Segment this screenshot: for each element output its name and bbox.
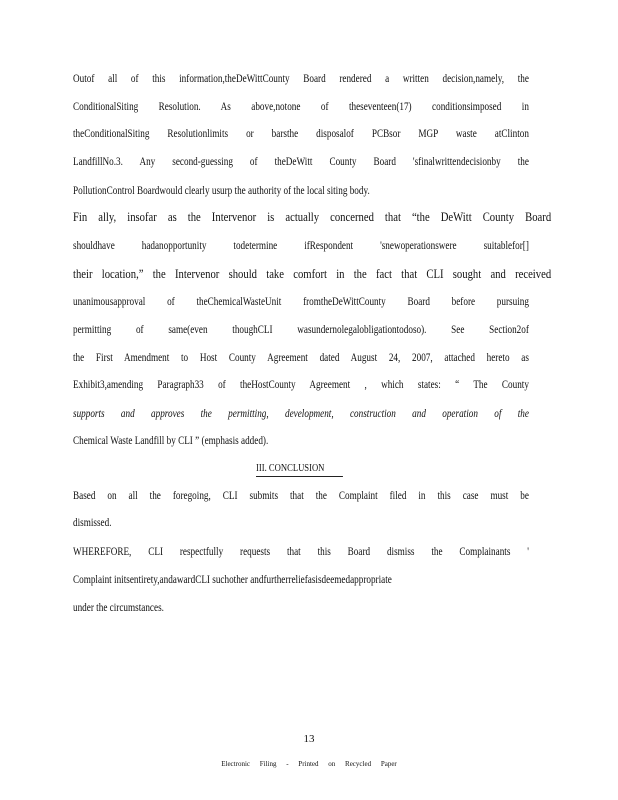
text-line: shouldhave hadanopportunity todetermine ifRespondent 'snewoperationswere suitablefor[]	[73, 240, 529, 252]
text-line: unanimousapproval of theChemicalWasteUnit fromtheDeWittCounty Board before pursuing	[73, 296, 529, 308]
text-line: LandfillNo.3. Any second-guessing of theDeWitt County Board 'sfinalwrittendecisionby the	[73, 156, 529, 168]
text-line: dismissed.	[73, 517, 112, 529]
page-footer: Electronic Filing - Printed on Recycled Paper	[221, 760, 397, 768]
text-line: ConditionalSiting Resolution. As above,notone of theseventeen(17) conditionsimposed in	[73, 101, 529, 113]
text-line: Outof all of this information,theDeWittCounty Board rendered a written decision,namely, the	[73, 73, 529, 85]
text-line: under the circumstances.	[73, 602, 164, 614]
text-line: Exhibit3,amending Paragraph33 of theHostCounty Agreement , which states: “ The County	[73, 379, 529, 391]
text-line: the First Amendment to Host County Agreement dated August 24, 2007, attached hereto as	[73, 352, 529, 364]
text-line: their location,” the Intervenor should take comfort in the fact that CLI sought and received	[73, 267, 552, 281]
text-line: Fin ally, insofar as the Intervenor is actually concerned that “the DeWitt County Board	[73, 210, 552, 224]
section-heading: III. CONCLUSION	[256, 462, 343, 477]
text-line: Chemical Waste Landfill by CLI ” (emphasis added).	[73, 435, 269, 447]
text-line: PollutionControl Boardwould clearly usurp the authority of the local siting body.	[73, 185, 370, 197]
text-line: permitting of same(even thoughCLI wasundernolegalobligationtodoso). See Section2of	[73, 324, 529, 336]
text-line: theConditionalSiting Resolutionlimits or barsthe disposalof PCBsor MGP waste atClinton	[73, 128, 529, 140]
text-line: Based on all the foregoing, CLI submits that the Complaint filed in this case must be	[73, 490, 529, 502]
text-line: Complaint initsentirety,andawardCLI suchother andfurtherreliefasisdeemedappropriate	[73, 574, 392, 586]
page-number: 13	[303, 733, 315, 745]
text-line: WHEREFORE, CLI respectfully requests that this Board dismiss the Complainants '	[73, 546, 529, 558]
text-line: supports and approves the permitting, development, construction and operation of the	[73, 408, 529, 420]
